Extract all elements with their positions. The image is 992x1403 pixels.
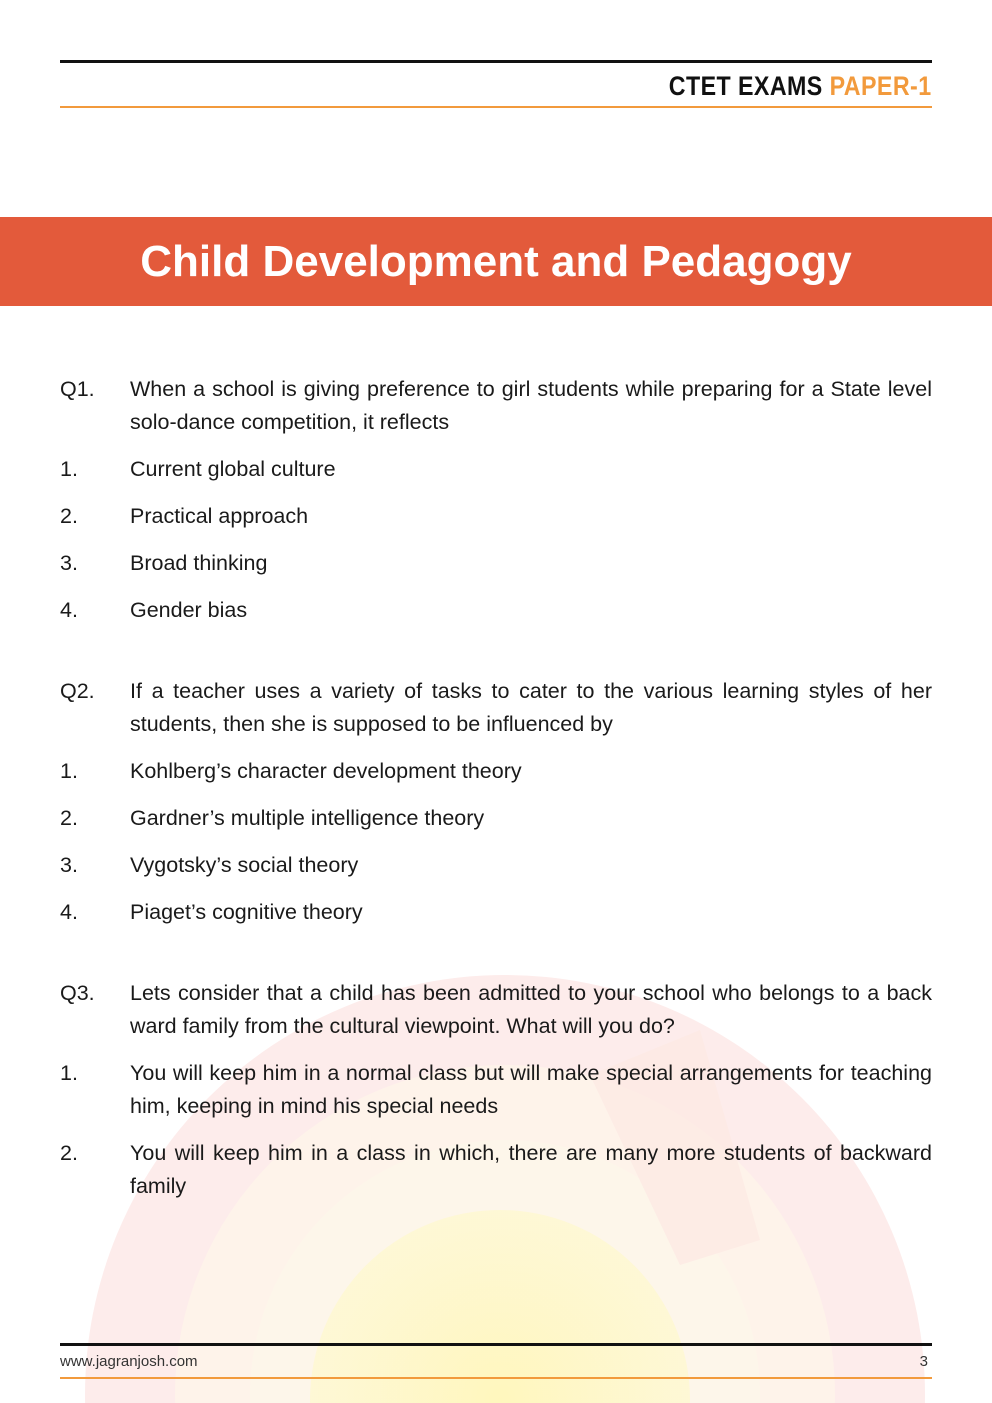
question-text: If a teacher uses a variety of tasks to cater to the various learning styles of her students, then she is supposed to be influenced by bbox=[130, 679, 932, 736]
option-number: 4. bbox=[60, 598, 78, 622]
option-number: 1. bbox=[60, 759, 78, 783]
option-row bbox=[60, 594, 932, 627]
question-1 bbox=[60, 373, 932, 627]
question-stem bbox=[60, 373, 932, 439]
page-number: 3 bbox=[919, 1353, 928, 1370]
option-number: 3. bbox=[60, 853, 78, 877]
option-number: 2. bbox=[60, 504, 78, 528]
option-text: Piaget’s cognitive theory bbox=[130, 900, 363, 924]
option-text: Broad thinking bbox=[130, 551, 268, 575]
option-row bbox=[60, 1057, 932, 1123]
question-text: Lets consider that a child has been admitted to your school who belongs to a back ward family from the cultural viewpoint. What will you do? bbox=[130, 981, 932, 1038]
option-row bbox=[60, 547, 932, 580]
option-text: Current global culture bbox=[130, 457, 336, 481]
question-2 bbox=[60, 675, 932, 929]
section-banner bbox=[0, 217, 992, 306]
option-number: 1. bbox=[60, 457, 78, 481]
section-title: Child Development and Pedagogy bbox=[140, 236, 852, 286]
question-label: Q1. bbox=[60, 377, 95, 401]
page-footer bbox=[60, 1343, 932, 1379]
option-row bbox=[60, 453, 932, 486]
option-number: 1. bbox=[60, 1061, 78, 1085]
option-text: Practical approach bbox=[130, 504, 309, 528]
option-row bbox=[60, 896, 932, 929]
question-label: Q2. bbox=[60, 679, 95, 703]
option-number: 4. bbox=[60, 900, 78, 924]
option-row bbox=[60, 802, 932, 835]
questions-content bbox=[60, 373, 932, 1251]
header-title-exam: CTET EXAMS bbox=[669, 71, 831, 101]
option-number: 3. bbox=[60, 551, 78, 575]
option-row bbox=[60, 849, 932, 882]
option-row bbox=[60, 755, 932, 788]
option-text: Kohlberg’s character development theory bbox=[130, 759, 522, 783]
question-label: Q3. bbox=[60, 981, 95, 1005]
question-3 bbox=[60, 977, 932, 1203]
question-stem bbox=[60, 675, 932, 741]
option-text: You will keep him in a normal class but will make special arrangements for teaching him, keeping in mind his special needs bbox=[130, 1061, 932, 1118]
option-number: 2. bbox=[60, 806, 78, 830]
header-title-paper: PAPER-1 bbox=[830, 71, 932, 101]
footer-website-link[interactable]: www.jagranjosh.com bbox=[60, 1353, 198, 1370]
option-text: Vygotsky’s social theory bbox=[130, 853, 359, 877]
option-number: 2. bbox=[60, 1141, 78, 1165]
header-title bbox=[669, 71, 932, 102]
option-text: You will keep him in a class in which, there are many more students of backward family bbox=[130, 1141, 932, 1198]
option-row bbox=[60, 1137, 932, 1203]
question-stem bbox=[60, 977, 932, 1043]
option-text: Gender bias bbox=[130, 598, 248, 622]
question-text: When a school is giving preference to girl students while preparing for a State level solo-dance competition, it reflects bbox=[130, 377, 932, 434]
page-header bbox=[60, 60, 932, 108]
option-text: Gardner’s multiple intelligence theory bbox=[130, 806, 485, 830]
option-row bbox=[60, 500, 932, 533]
